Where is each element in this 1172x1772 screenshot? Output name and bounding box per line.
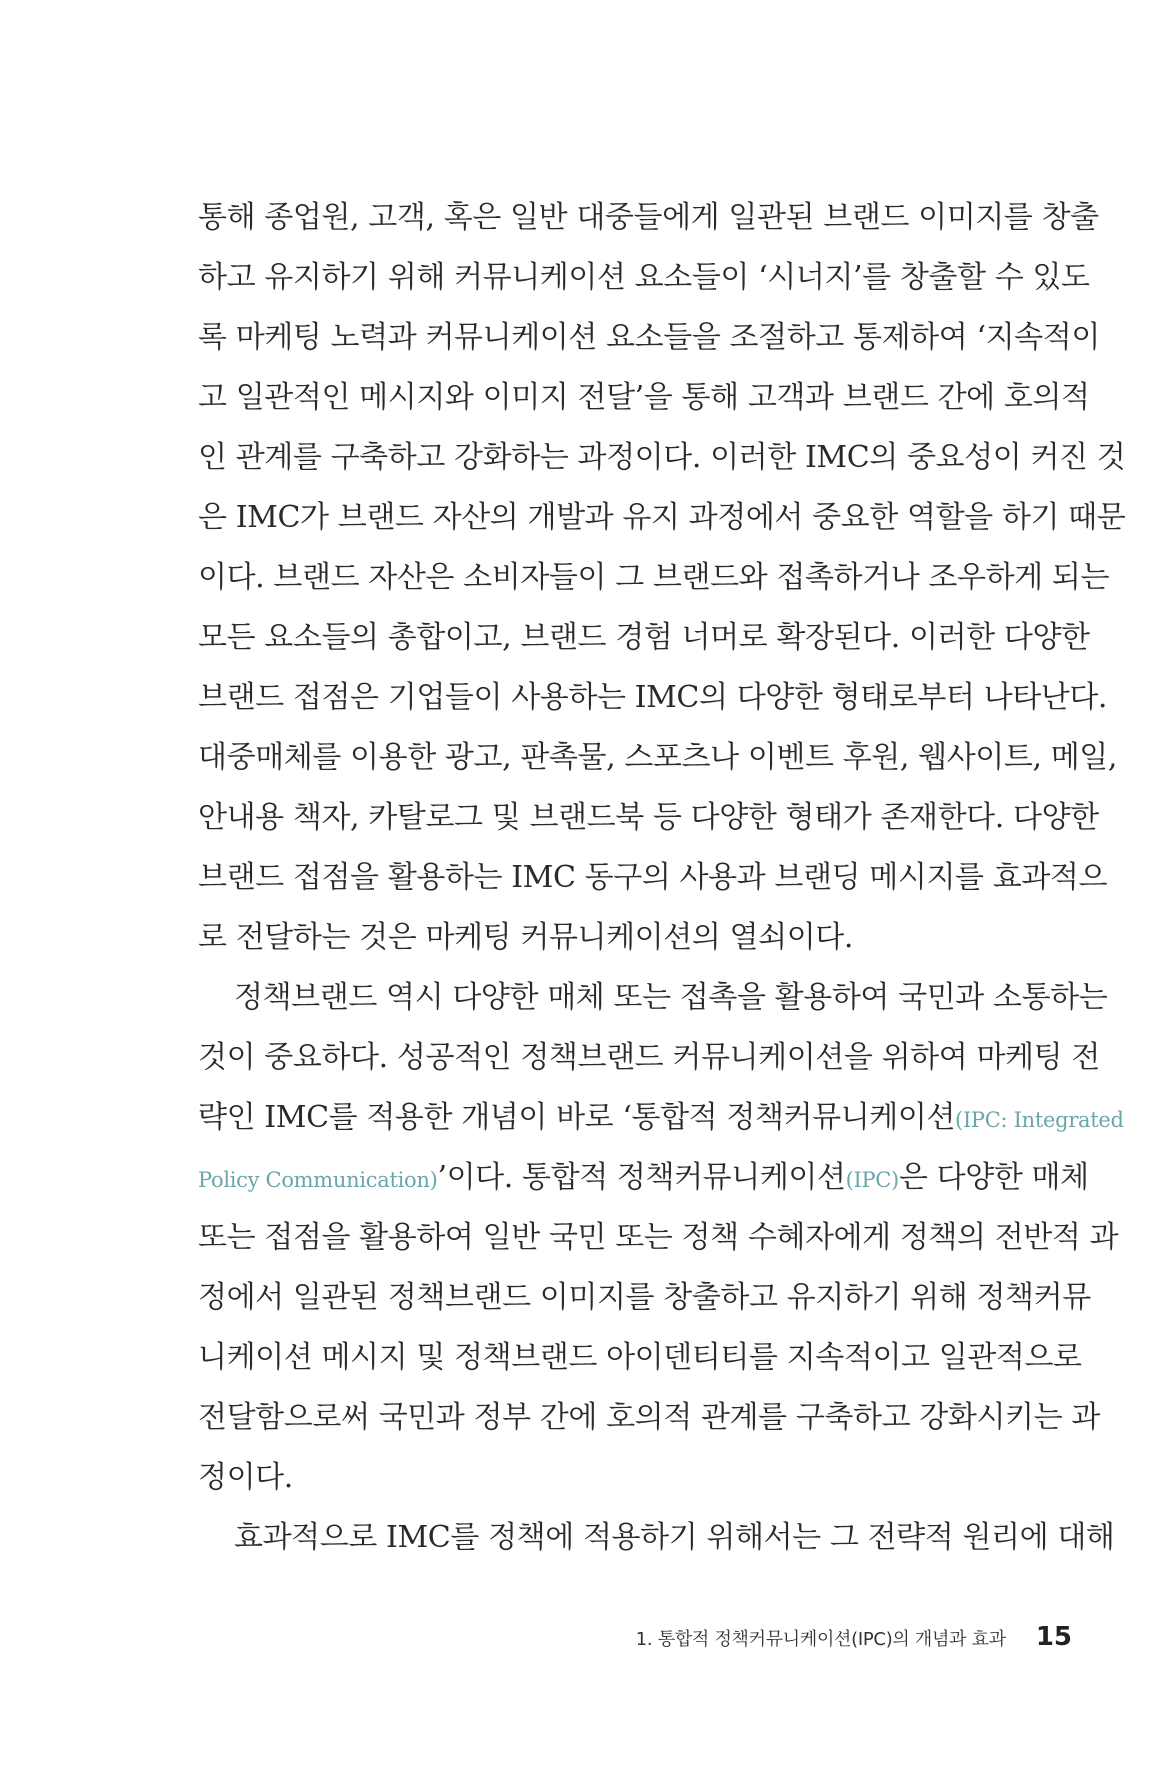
text-line: 하고 유지하기 위해 커뮤니케이션 요소들이 ‘시너지’를 창출할 수 있도 — [198, 260, 1090, 295]
text-line: 록 마케팅 노력과 커뮤니케이션 요소들을 조절하고 통제하여 ‘지속적이 — [198, 320, 1100, 355]
text-line: 전달함으로써 국민과 정부 간에 호의적 관계를 구축하고 강화시키는 과 — [198, 1400, 1100, 1435]
text-line: 정에서 일관된 정책브랜드 이미지를 창출하고 유지하기 위해 정책커뮤 — [198, 1280, 1091, 1315]
text-line: 로 전달하는 것은 마케팅 커뮤니케이션의 열쇠이다. — [198, 920, 853, 955]
text-line: 대중매체를 이용한 광고, 판촉물, 스포츠나 이벤트 후원, 웹사이트, 메일, — [198, 740, 1118, 775]
text-line: 브랜드 접점을 활용하는 IMC 동구의 사용과 브랜딩 메시지를 효과적으 — [198, 860, 1108, 895]
term-ipc-integrated: (IPC: Integrated — [955, 1108, 1124, 1132]
text-line: 또는 접점을 활용하여 일반 국민 또는 정책 수혜자에게 정책의 전반적 과 — [198, 1220, 1119, 1255]
text-line-mixed — [198, 1088, 1124, 1148]
text-line: 정이다. — [198, 1460, 293, 1495]
running-title: 1. 통합적 정책커뮤니케이션(IPC)의 개념과 효과 — [635, 1629, 1006, 1650]
page-footer — [600, 1622, 1072, 1652]
text-line: 안내용 책자, 카탈로그 및 브랜드북 등 다양한 형태가 존재한다. 다양한 — [198, 800, 1099, 835]
text-line: 통해 종업원, 고객, 혹은 일반 대중들에게 일관된 브랜드 이미지를 창출 — [198, 200, 1099, 235]
text-line: 효과적으로 IMC를 정책에 적용하기 위해서는 그 전략적 원리에 대해 — [234, 1520, 1115, 1555]
text-segment: 은 다양한 매체 — [898, 1160, 1089, 1195]
page-number: 15 — [1035, 1622, 1072, 1652]
text-line: 니케이션 메시지 및 정책브랜드 아이덴티티를 지속적이고 일관적으로 — [198, 1340, 1082, 1375]
text-segment: ’이다. 통합적 정책커뮤니케이션 — [437, 1160, 846, 1195]
term-policy-communication: Policy Communication) — [198, 1168, 438, 1192]
text-line: 것이 중요하다. 성공적인 정책브랜드 커뮤니케이션을 위하여 마케팅 전 — [198, 1040, 1100, 1075]
term-ipc: (IPC) — [845, 1168, 899, 1192]
text-line: 인 관계를 구축하고 강화하는 과정이다. 이러한 IMC의 중요성이 커진 것 — [198, 440, 1126, 475]
text-line: 고 일관적인 메시지와 이미지 전달’을 통해 고객과 브랜드 간에 호의적 — [198, 380, 1090, 415]
text-line-mixed — [198, 1148, 1089, 1208]
body-text — [198, 188, 1126, 1568]
text-line: 이다. 브랜드 자산은 소비자들이 그 브랜드와 접촉하거나 조우하게 되는 — [198, 560, 1110, 595]
text-segment: 략인 IMC를 적용한 개념이 바로 ‘통합적 정책커뮤니케이션 — [198, 1100, 956, 1135]
text-line: 브랜드 접점은 기업들이 사용하는 IMC의 다양한 형태로부터 나타난다. — [198, 680, 1108, 715]
text-line: 정책브랜드 역시 다양한 매체 또는 접촉을 활용하여 국민과 소통하는 — [234, 980, 1108, 1015]
text-line: 은 IMC가 브랜드 자산의 개발과 유지 과정에서 중요한 역할을 하기 때문 — [198, 500, 1126, 535]
text-line: 모든 요소들의 총합이고, 브랜드 경험 너머로 확장된다. 이러한 다양한 — [198, 620, 1090, 655]
